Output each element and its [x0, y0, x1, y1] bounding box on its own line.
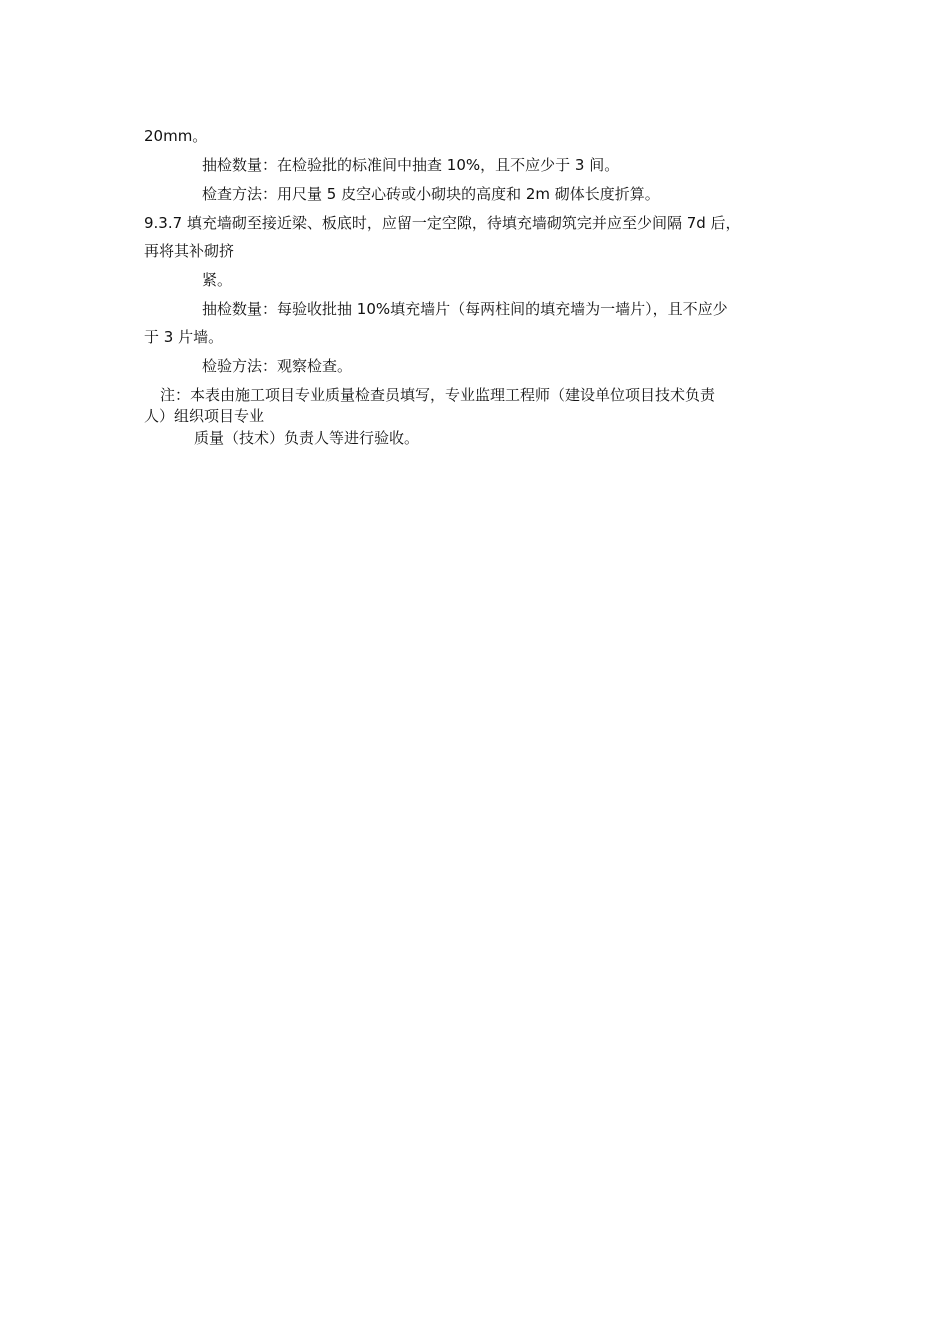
text-line-2: 抽检数量：在检验批的标准间中抽查 10%，且不应少于 3 间。 [202, 156, 620, 174]
text-line-1: 20mm。 [144, 127, 208, 145]
text-line-10: 注：本表由施工项目专业质量检查员填写，专业监理工程师（建设单位项目技术负责 [160, 386, 716, 404]
text-line-7: 抽检数量：每验收批抽 10%填充墙片（每两柱间的填充墙为一墙片），且不应少 [202, 300, 728, 318]
text-line-3: 检查方法：用尺量 5 皮空心砖或小砌块的高度和 2m 砌体长度折算。 [202, 185, 660, 203]
text-line-5: 再将其补砌挤 [144, 242, 235, 260]
text-line-11: 人）组织项目专业 [144, 407, 265, 425]
text-line-6: 紧。 [202, 271, 233, 289]
text-line-8: 于 3 片墙。 [144, 328, 224, 346]
text-line-4: 9.3.7 填充墙砌至接近梁、板底时，应留一定空隙，待填充墙砌筑完并应至少间隔 7d 后， [144, 214, 741, 232]
text-line-9: 检验方法：观察检查。 [202, 357, 353, 375]
text-line-12: 质量（技术）负责人等进行验收。 [194, 429, 420, 447]
